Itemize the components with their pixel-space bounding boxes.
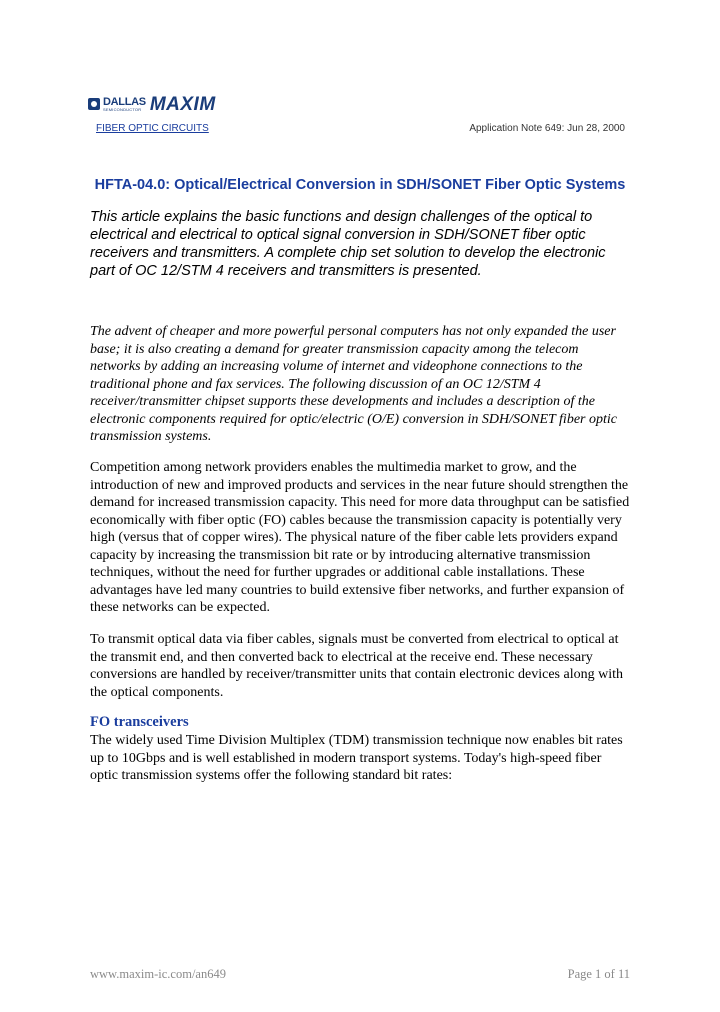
body-paragraph: The widely used Time Division Multiplex (TDM) transmission technique now enables bit rates up to 10Gbps and is well established in modern transport systems. Today's high-speed fiber optic transmission systems offer the following standard bit rates:	[90, 733, 623, 783]
article-abstract: This article explains the basic functions and design challenges of the optical to electrical and electrical to optical signal conversion in SDH/SONET fiber optic receivers and transmitters. A complete chip set solution to develop the electronic part of OC 12/STM 4 receivers and transmitters is presented.	[90, 209, 606, 279]
intro-paragraph: The advent of cheaper and more powerful personal computers has not only expanded the user base; it is also creating a demand for greater transmission capacity among the telecom networks by adding an increasing volume of internet and videophone connections to the traditional phone and fax services. The following discussion of an OC 12/STM 4 receiver/transmitter chipset supports these developments and includes a description of the electronic components required for optic/electric (O/E) conversion in SDH/SONET fiber optic transmission systems.	[90, 324, 617, 444]
section-heading-fo-transceivers: FO transceivers	[90, 714, 189, 730]
application-note-info: Application Note 649: Jun 28, 2000	[469, 123, 625, 134]
fiber-optic-circuits-link[interactable]: FIBER OPTIC CIRCUITS	[96, 123, 209, 134]
dallas-wordmark	[103, 97, 146, 112]
body-paragraph: To transmit optical data via fiber cables, signals must be converted from electrical to optical at the transmit end, and then converted back to electrical at the receive end. These necessary conversions are handled by receiver/transmitter units that contain electronic devices along with the optical components.	[90, 632, 623, 700]
body-paragraph: Competition among network providers enables the multimedia market to grow, and the introduction of new and improved products and services in the near future should strengthen the demand for increased transmission capacity. This need for more data throughput can be satisfied economically with fiber optic (FO) cables because the transmission capacity is potentially very high (versus that of copper wires). The physical nature of the fiber cable lets providers expand capacity by increasing the transmission bit rate or by introducing alternative transmission techniques, without the need for further upgrades or additional cable installations. These advantages have led many countries to build extensive fiber networks, and further expansion of these networks can be expected.	[90, 460, 630, 615]
semiconductor-text: SEMICONDUCTOR	[103, 106, 142, 112]
dallas-logo-mark-icon	[88, 98, 100, 110]
footer-url: www.maxim-ic.com/an649	[90, 967, 226, 981]
dallas-text: DALLAS	[103, 95, 146, 108]
maxim-wordmark: MAXIM	[149, 93, 216, 115]
article-title: HFTA-04.0: Optical/Electrical Conversion in SDH/SONET Fiber Optic Systems	[94, 177, 626, 193]
footer-page-number: Page 1 of 11	[567, 967, 630, 981]
dallas-maxim-logo	[88, 95, 216, 113]
